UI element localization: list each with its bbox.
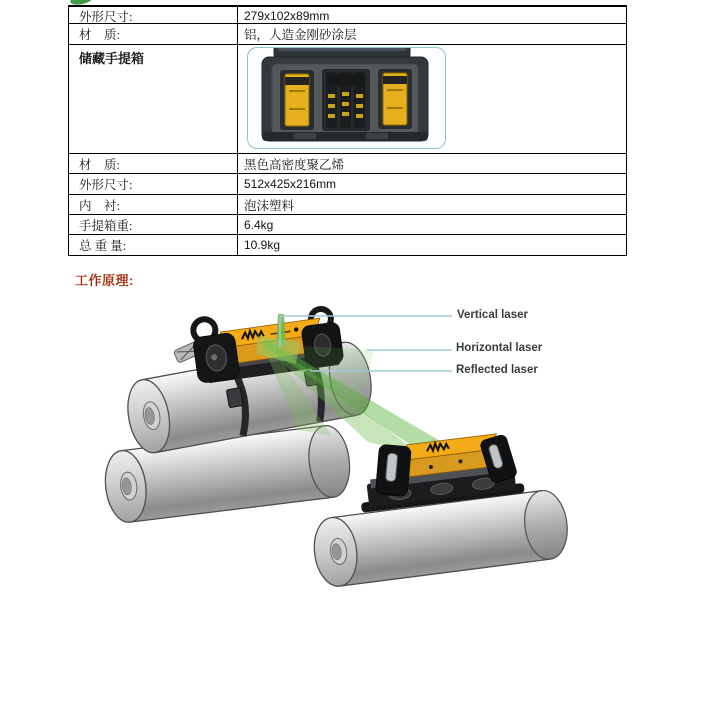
table-row	[69, 23, 626, 44]
table-row	[69, 214, 626, 234]
row-value: 279x102x89mm	[244, 9, 330, 23]
section-heading: 工作原理:	[75, 273, 134, 288]
table-row	[69, 44, 626, 153]
table-row	[69, 153, 626, 173]
diagram-canvas	[0, 290, 713, 615]
working-principle-diagram	[0, 290, 713, 615]
row-label: 材 质:	[69, 154, 238, 173]
carrying-case-photo	[247, 47, 446, 149]
row-label: 材 质:	[69, 24, 238, 44]
row-label: 外形尺寸:	[69, 7, 238, 25]
diagram-label-vertical-laser: Vertical laser	[457, 309, 528, 321]
table-row	[69, 194, 626, 214]
row-label: 外形尺寸:	[69, 174, 238, 194]
table-row	[69, 234, 626, 255]
row-label: 总 重 量:	[69, 235, 238, 255]
roller-bottom-right	[310, 488, 571, 589]
strap-buckle	[226, 388, 243, 408]
table-row	[69, 7, 626, 23]
row-label: 内 衬:	[69, 195, 238, 214]
row-value: 黑色高密度聚乙烯	[244, 157, 345, 172]
spec-table	[68, 5, 627, 256]
diagram-label-horizontal-laser: Horizontal laser	[456, 342, 543, 354]
carrying-case-illustration	[248, 48, 442, 145]
row-value: 10.9kg	[244, 238, 281, 252]
row-value: 6.4kg	[244, 217, 274, 232]
diagram-label-reflected-laser: Reflected laser	[456, 364, 538, 376]
row-value: 泡沫塑料	[244, 198, 295, 213]
row-value: 铝，人造金刚砂涂层	[244, 28, 357, 42]
row-value	[238, 45, 626, 153]
row-value: 512x425x216mm	[244, 177, 337, 191]
row-label: 手提箱重:	[69, 215, 238, 234]
row-label: 储藏手提箱	[69, 45, 238, 153]
table-row	[69, 173, 626, 194]
